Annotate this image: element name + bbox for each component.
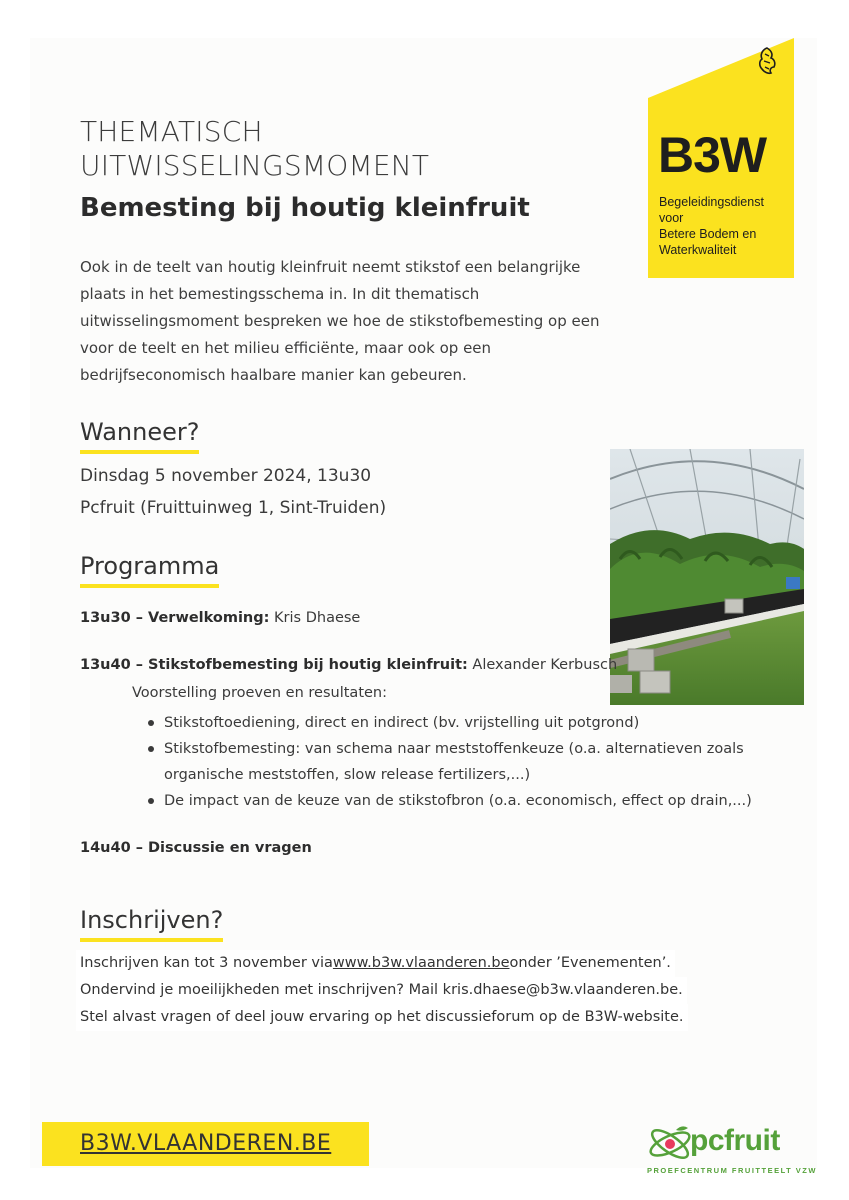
list-item: Stikstoftoediening, direct en indirect (bv. vrijstelling uit potgrond): [146, 710, 752, 736]
program-item-subtitle: Voorstelling proeven en resultaten:: [132, 685, 387, 701]
program-item-stikstof: 13u40 – Stikstofbemesting bij houtig kleinfruit: Alexander Kerbusch: [80, 657, 618, 673]
inschrijven-heading: Inschrijven?: [80, 906, 223, 942]
intro-paragraph: Ook in de teelt van houtig kleinfruit neemt stikstof een belangrijke plaats in het bemestingsschema in. In dit thematisch uitwisselingsmoment bespreken we hoe de stikstofbemesting op een voor de teelt en het milieu efficiënte, maar ook op een bedrijfseconomisch haalbare manier kan gebeuren.: [80, 258, 600, 384]
b3w-logo-subtitle: Begeleidingsdienst voor Betere Bodem en Waterkwaliteit: [659, 195, 764, 257]
program-item-discussion: 14u40 – Discussie en vragen: [80, 840, 312, 856]
event-location: Pcfruit (Fruittuinweg 1, Sint-Truiden): [80, 498, 387, 518]
pcfruit-logo: [646, 1120, 817, 1180]
event-date: Dinsdag 5 november 2024, 13u30: [80, 466, 372, 486]
registration-text: Inschrijven kan tot 3 november viawww.b3w.vlaanderen.beonder ’Evenementen’. Ondervind je moeilijkheden met inschrijven? Mail kris.dhaese@b3w.vlaanderen.be. Stel alvast vragen of deel jouw ervaring op het discussieforum op de B3W-website.: [76, 950, 688, 1031]
b3w-logo: [648, 38, 794, 278]
pcfruit-atom-icon: [646, 1122, 694, 1166]
program-bullet-list: [146, 710, 752, 814]
programma-heading: Programma: [80, 552, 219, 588]
b3w-logo-text: B3W: [658, 127, 767, 183]
greenhouse-photo: [610, 449, 804, 705]
flemish-lion-icon: [756, 46, 778, 76]
event-details: [80, 460, 386, 524]
page-subtitle: Bemesting bij houtig kleinfruit: [80, 193, 530, 223]
pcfruit-tagline: PROEFCENTRUM FRUITTEELT VZW: [647, 1166, 817, 1175]
list-item: Stikstofbemesting: van schema naar meststoffenkeuze (o.a. alternatieven zoals: [146, 736, 752, 762]
pcfruit-wordmark: pcfruit: [690, 1124, 780, 1157]
registration-link[interactable]: www.b3w.vlaanderen.be: [332, 955, 510, 971]
list-item: De impact van de keuze van de stikstofbron (o.a. economisch, effect op drain,...): [146, 788, 752, 814]
footer-website-link[interactable]: B3W.VLAANDEREN.BE: [42, 1122, 369, 1166]
wanneer-heading: Wanneer?: [80, 418, 199, 454]
page-title: THEMATISCH UITWISSELINGSMOMENT: [80, 115, 430, 182]
program-item-welcome: 13u30 – Verwelkoming: Kris Dhaese: [80, 610, 361, 626]
list-item-continued: organische meststoffen, slow release fertilizers,...): [164, 767, 531, 783]
